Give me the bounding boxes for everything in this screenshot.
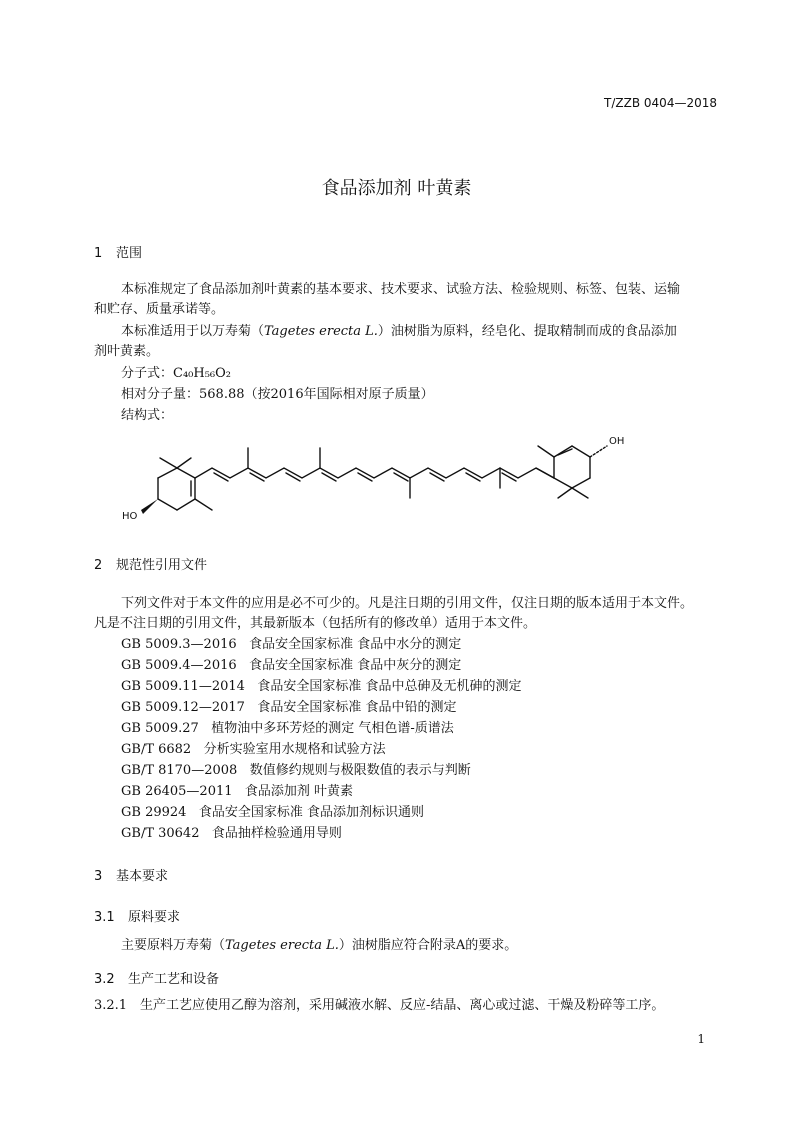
clause-3-2-1 xyxy=(94,996,664,1016)
scope-paragraph-2-line-1 xyxy=(121,322,677,342)
section-number: 2 xyxy=(94,558,103,573)
reference-title: 分析实验室用水规格和试验方法 xyxy=(203,742,386,757)
document-title: 食品添加剂 叶黄素 xyxy=(321,178,472,199)
scope-paragraph-2-line-2: 剂叶黄素。 xyxy=(94,344,160,359)
molecular-formula xyxy=(121,364,231,384)
reference-title: 数值修约规则与极限数值的表示与判断 xyxy=(249,763,471,778)
reference-code: GB 5009.3—2016 xyxy=(121,637,237,652)
reference-title: 食品安全国家标准 食品中总砷及无机砷的测定 xyxy=(257,679,522,694)
reference-item xyxy=(121,719,454,739)
section-title: 生产工艺和设备 xyxy=(128,972,220,987)
hydroxyl-label-right: OH xyxy=(609,436,625,447)
section-title: 范围 xyxy=(116,246,143,261)
reference-code: GB/T 30642 xyxy=(121,826,200,841)
reference-item xyxy=(121,824,342,844)
text-segment: ）油树脂应符合附录A的要求。 xyxy=(338,938,518,953)
reference-title: 植物油中多环芳烃的测定 气相色谱-质谱法 xyxy=(211,721,454,736)
reference-title: 食品抽样检验通用导则 xyxy=(211,826,342,841)
references-intro-line-2: 凡是不注日期的引用文件，其最新版本（包括所有的修改单）适用于本文件。 xyxy=(94,616,537,631)
clause-number: 3.2.1 xyxy=(94,998,128,1013)
reference-code: GB 29924 xyxy=(121,805,187,820)
molecular-mass xyxy=(121,385,434,405)
reference-title: 食品安全国家标准 食品添加剂标识通则 xyxy=(198,805,424,820)
reference-title: 食品安全国家标准 食品中铅的测定 xyxy=(257,700,457,715)
mass-label: 相对分子量： xyxy=(121,387,200,402)
section-number: 1 xyxy=(94,246,103,261)
page-number: 1 xyxy=(697,1032,705,1046)
formula-value: C₄₀H₅₆O₂ xyxy=(173,366,232,381)
section-number: 3.1 xyxy=(94,910,115,925)
text-segment: 主要原料万寿菊（ xyxy=(121,938,226,953)
reference-item xyxy=(121,677,521,697)
reference-title: 食品添加剂 叶黄素 xyxy=(244,784,354,799)
reference-code: GB 5009.12—2017 xyxy=(121,700,245,715)
references-intro-line-1: 下列文件对于本文件的应用是必不可少的。凡是注日期的引用文件，仅注日期的版本适用于本文件。 xyxy=(121,596,694,611)
scope-paragraph-1-line-1: 本标准规定了食品添加剂叶黄素的基本要求、技术要求、试验方法、检验规则、标签、包装、运输 xyxy=(121,282,681,297)
reference-code: GB 26405—2011 xyxy=(121,784,233,799)
reference-code: GB 5009.11—2014 xyxy=(121,679,245,694)
text-segment: ）油树脂为原料，经皂化、提取精制而成的食品添加 xyxy=(377,324,677,339)
formula-label: 分子式： xyxy=(121,366,174,381)
reference-item xyxy=(121,782,353,802)
section-1-heading xyxy=(94,242,142,261)
raw-material-paragraph xyxy=(121,936,517,956)
reference-title: 食品安全国家标准 食品中灰分的测定 xyxy=(249,658,462,673)
section-number: 3 xyxy=(94,869,103,884)
reference-code: GB/T 8170—2008 xyxy=(121,763,238,778)
mass-value: 568.88（按2016年国际相对原子质量） xyxy=(199,387,434,402)
reference-code: GB 5009.27 xyxy=(121,721,199,736)
reference-item xyxy=(121,803,424,823)
latin-name: Tagetes erecta L. xyxy=(225,938,339,953)
latin-name: Tagetes erecta L. xyxy=(264,324,378,339)
section-title: 基本要求 xyxy=(116,869,169,884)
section-3-1-heading xyxy=(94,906,180,925)
text-segment: 本标准适用于以万寿菊（ xyxy=(121,324,265,339)
structure-label: 结构式： xyxy=(121,408,174,423)
section-3-heading xyxy=(94,865,168,884)
reference-code: GB 5009.4—2016 xyxy=(121,658,237,673)
standard-number: T/ZZB 0404—2018 xyxy=(604,96,717,110)
reference-item xyxy=(121,698,456,718)
reference-item xyxy=(121,761,471,781)
hydroxyl-label-left: HO xyxy=(122,511,138,522)
reference-item xyxy=(121,635,461,655)
clause-text: 生产工艺应使用乙醇为溶剂，采用碱液水解、反应-结晶、离心或过滤、干燥及粉碎等工序。 xyxy=(140,998,665,1013)
lutein-structure-diagram xyxy=(110,424,670,530)
scope-paragraph-1-line-2: 和贮存、质量承诺等。 xyxy=(94,302,225,317)
section-title: 规范性引用文件 xyxy=(116,558,208,573)
reference-item xyxy=(121,740,386,760)
section-title: 原料要求 xyxy=(128,910,181,925)
section-2-heading xyxy=(94,554,207,573)
reference-title: 食品安全国家标准 食品中水分的测定 xyxy=(249,637,462,652)
section-number: 3.2 xyxy=(94,972,115,987)
reference-item xyxy=(121,656,461,676)
section-3-2-heading xyxy=(94,968,219,987)
reference-code: GB/T 6682 xyxy=(121,742,192,757)
